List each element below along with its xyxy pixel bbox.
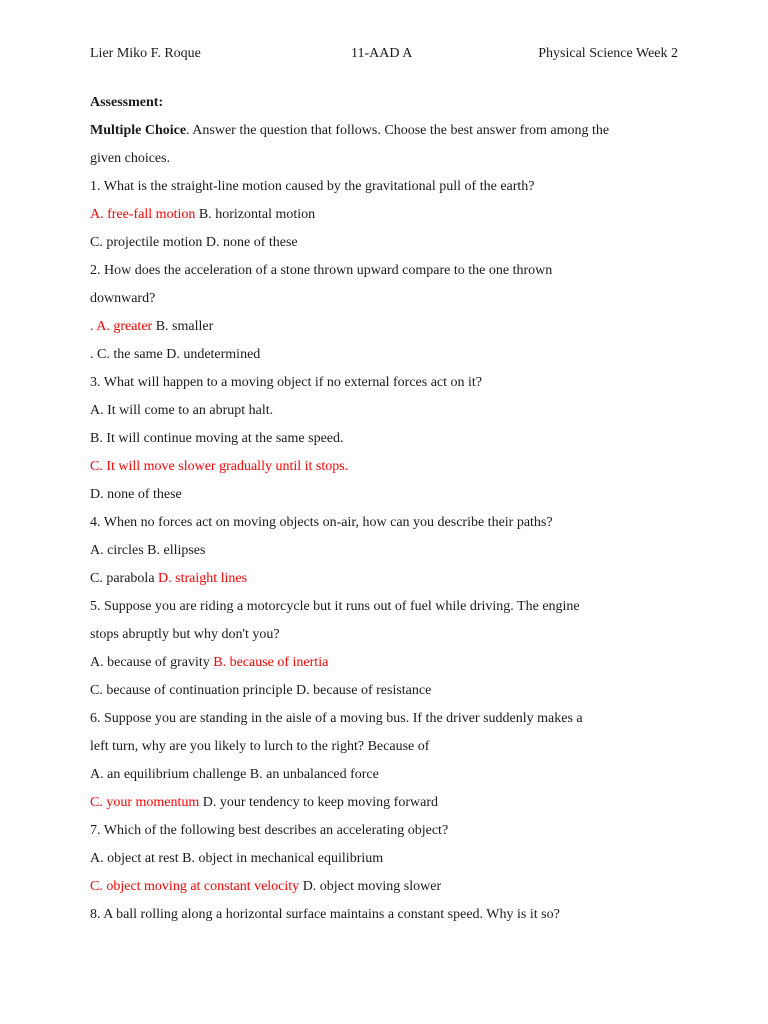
line-text: B. It will continue moving at the same speed. bbox=[90, 431, 344, 446]
question-6-line bbox=[90, 789, 690, 817]
question-2-line bbox=[90, 313, 690, 341]
subject-label: Physical Science Week 2 bbox=[538, 46, 678, 61]
instruction-line bbox=[90, 117, 690, 145]
highlighted-answer: C. It will move slower gradually until it stops. bbox=[90, 459, 349, 474]
question-list bbox=[90, 173, 690, 929]
highlighted-answer: C. your momentum bbox=[90, 795, 200, 810]
line-text: A. because of gravity bbox=[90, 655, 214, 670]
assessment-body bbox=[90, 89, 690, 929]
line-text: C. projectile motion D. none of these bbox=[90, 235, 298, 250]
question-4-line bbox=[90, 565, 690, 593]
question-2-line bbox=[90, 285, 690, 313]
question-6-line bbox=[90, 733, 690, 761]
line-text: 2. How does the acceleration of a stone thrown upward compare to the one thrown bbox=[90, 263, 553, 278]
highlighted-answer: D. straight lines bbox=[158, 571, 248, 586]
line-text: D. object moving slower bbox=[299, 879, 442, 894]
line-text: left turn, why are you likely to lurch to the right? Because of bbox=[90, 739, 430, 754]
instruction-continuation: given choices. bbox=[90, 151, 171, 166]
question-6-line bbox=[90, 705, 690, 733]
line-text: D. your tendency to keep moving forward bbox=[199, 795, 438, 810]
question-1-line bbox=[90, 229, 690, 257]
student-name: Lier Miko F. Roque bbox=[90, 46, 201, 61]
assessment-heading: Assessment: bbox=[90, 95, 164, 110]
question-5-line bbox=[90, 649, 690, 677]
line-text: A. an equilibrium challenge B. an unbalanced force bbox=[90, 767, 379, 782]
line-text: A. It will come to an abrupt halt. bbox=[90, 403, 274, 418]
highlighted-answer: A. free-fall motion bbox=[90, 207, 196, 222]
line-text: . C. the same D. undetermined bbox=[90, 347, 261, 362]
question-2-line bbox=[90, 257, 690, 285]
question-5-line bbox=[90, 621, 690, 649]
line-text: 4. When no forces act on moving objects on-air, how can you describe their paths? bbox=[90, 515, 553, 530]
line-text: C. because of continuation principle D. because of resistance bbox=[90, 683, 432, 698]
line-text: B. smaller bbox=[152, 319, 214, 334]
question-7-line bbox=[90, 873, 690, 901]
line-text: D. none of these bbox=[90, 487, 182, 502]
line-text: stops abruptly but why don't you? bbox=[90, 627, 280, 642]
line-text: downward? bbox=[90, 291, 156, 306]
highlighted-answer: B. because of inertia bbox=[213, 655, 329, 670]
highlighted-answer: . A. greater bbox=[90, 319, 153, 334]
question-5-line bbox=[90, 677, 690, 705]
question-3-line bbox=[90, 425, 690, 453]
highlighted-answer: C. object moving at constant velocity bbox=[90, 879, 300, 894]
line-text: 5. Suppose you are riding a motorcycle but it runs out of fuel while driving. The engine bbox=[90, 599, 580, 614]
line-text: 1. What is the straight-line motion caused by the gravitational pull of the earth? bbox=[90, 179, 535, 194]
line-text: 8. A ball rolling along a horizontal surface maintains a constant speed. Why is it so? bbox=[90, 907, 560, 922]
question-6-line bbox=[90, 761, 690, 789]
line-text: B. horizontal motion bbox=[195, 207, 316, 222]
line-text: A. circles B. ellipses bbox=[90, 543, 206, 558]
question-1-line bbox=[90, 173, 690, 201]
line-text: A. object at rest B. object in mechanical equilibrium bbox=[90, 851, 384, 866]
question-7-line bbox=[90, 817, 690, 845]
question-3-line bbox=[90, 397, 690, 425]
question-3-line bbox=[90, 369, 690, 397]
line-text: 3. What will happen to a moving object if no external forces act on it? bbox=[90, 375, 483, 390]
question-8-line bbox=[90, 901, 690, 929]
page-header bbox=[0, 46, 768, 66]
instruction-text: . Answer the question that follows. Choose the best answer from among the bbox=[186, 123, 610, 138]
line-text: 7. Which of the following best describes an accelerating object? bbox=[90, 823, 449, 838]
question-4-line bbox=[90, 537, 690, 565]
instruction-label: Multiple Choice bbox=[90, 123, 187, 138]
section-label: 11-AAD A bbox=[351, 46, 413, 61]
question-5-line bbox=[90, 593, 690, 621]
question-7-line bbox=[90, 845, 690, 873]
question-4-line bbox=[90, 509, 690, 537]
question-1-line bbox=[90, 201, 690, 229]
question-3-line bbox=[90, 453, 690, 481]
line-text: C. parabola bbox=[90, 571, 159, 586]
line-text: 6. Suppose you are standing in the aisle of a moving bus. If the driver suddenly makes a bbox=[90, 711, 583, 726]
question-3-line bbox=[90, 481, 690, 509]
question-2-line bbox=[90, 341, 690, 369]
